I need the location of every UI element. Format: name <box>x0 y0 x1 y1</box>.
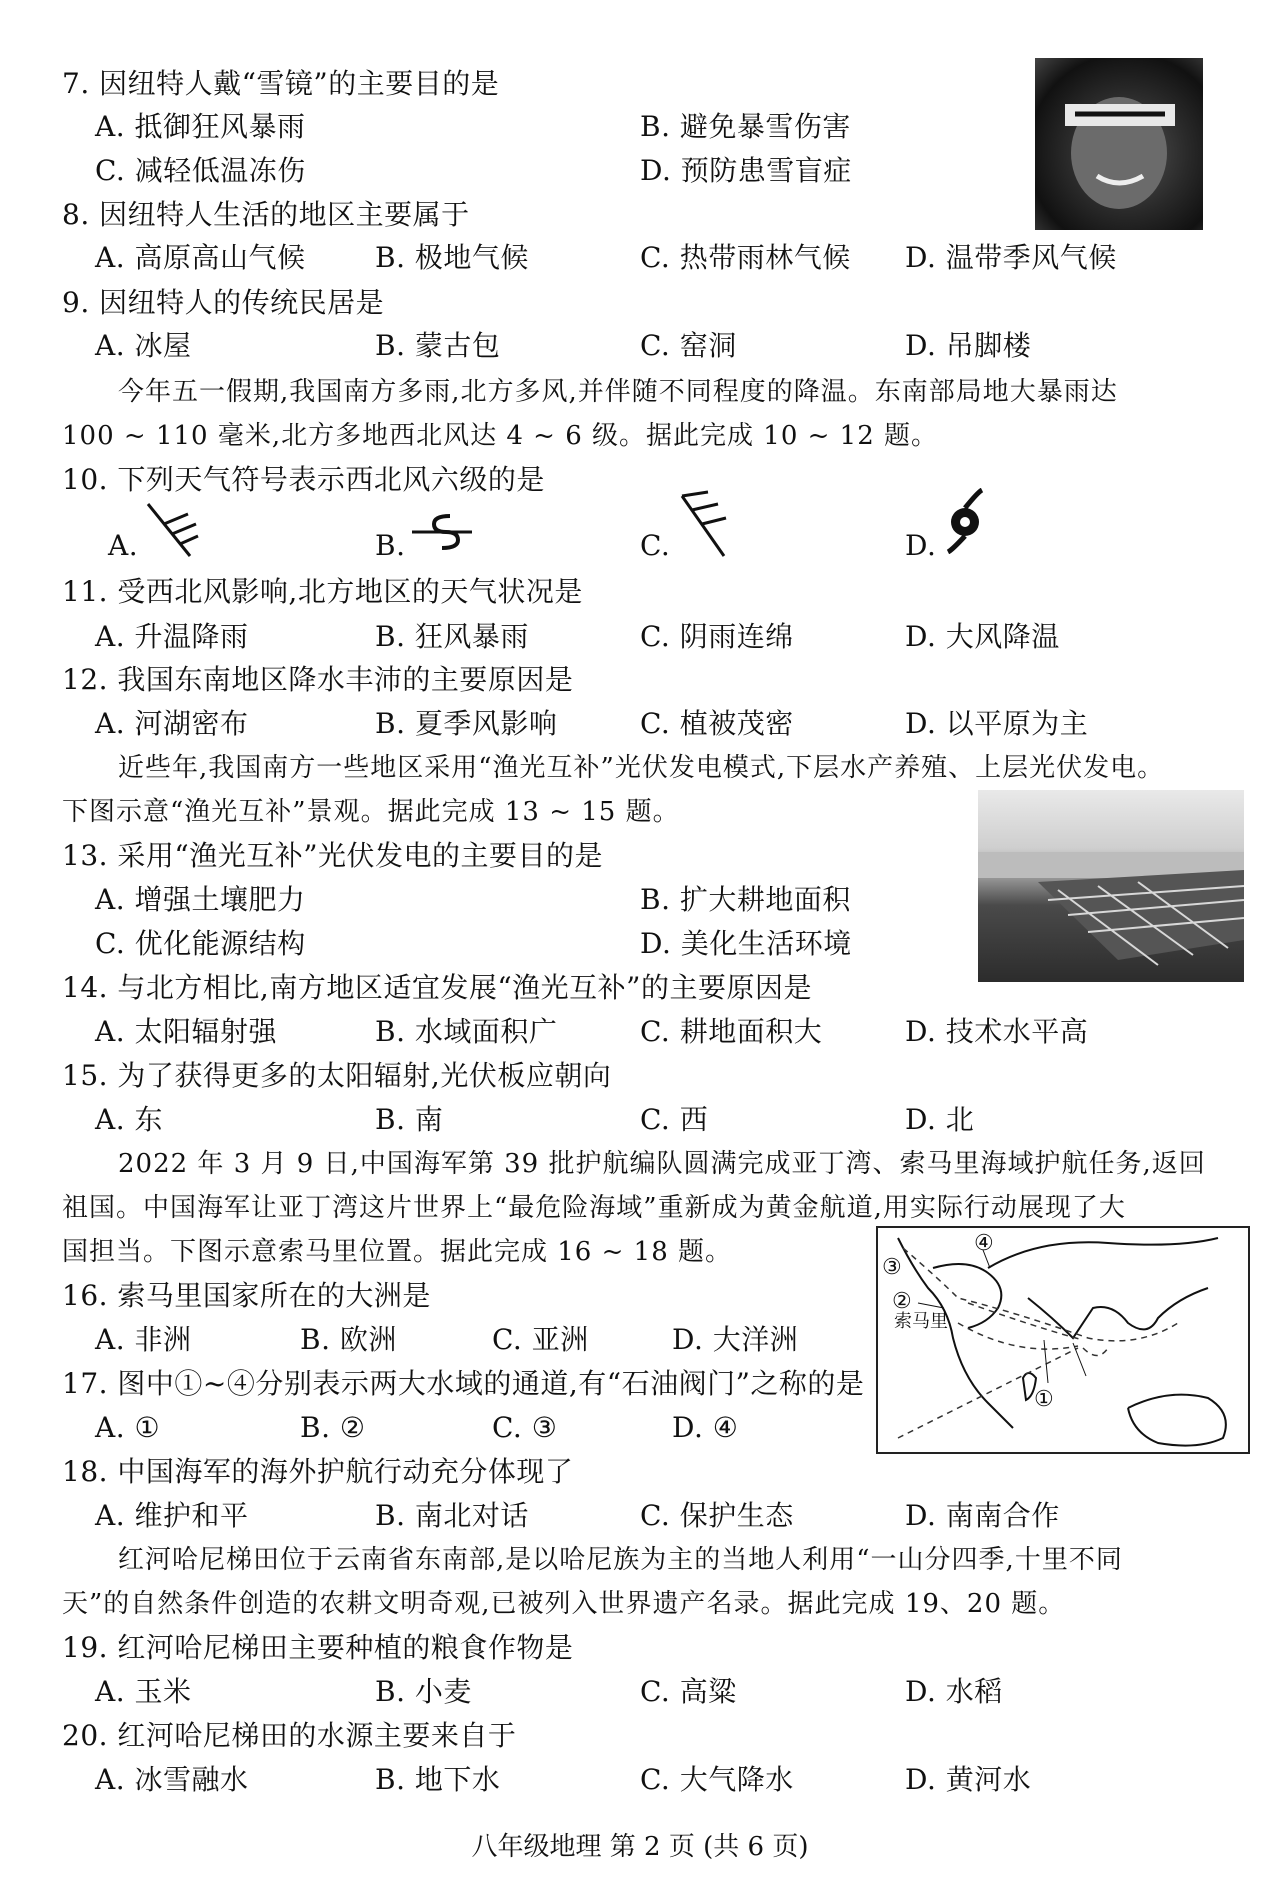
map-label-3: ③ <box>882 1255 902 1280</box>
q9-option-b: B. 蒙古包 <box>375 329 501 362</box>
q17-option-b: B. ② <box>300 1411 366 1444</box>
q7-stem: 7. 因纽特人戴“雪镜”的主要目的是 <box>62 67 500 100</box>
q20-option-b: B. 地下水 <box>375 1763 501 1796</box>
q13-stem: 13. 采用“渔光互补”光伏发电的主要目的是 <box>62 839 604 872</box>
passage-16-line3: 国担当。下图示意索马里位置。据此完成 16 ~ 18 题。 <box>62 1237 733 1267</box>
q18-option-d: D. 南南合作 <box>905 1499 1060 1532</box>
q20-option-d: D. 黄河水 <box>905 1763 1032 1796</box>
wind-symbol-a-icon <box>140 498 200 564</box>
inuit-snow-goggles-photo <box>1035 58 1203 230</box>
q8-option-b: B. 极地气候 <box>375 241 529 274</box>
q17-option-a: A. ① <box>95 1411 161 1444</box>
q8-stem: 8. 因纽特人生活的地区主要属于 <box>62 198 470 231</box>
q14-option-c: C. 耕地面积大 <box>640 1015 823 1048</box>
q12-stem: 12. 我国东南地区降水丰沛的主要原因是 <box>62 663 574 696</box>
q18-stem: 18. 中国海军的海外护航行动充分体现了 <box>62 1455 574 1488</box>
passage-16-line2: 祖国。中国海军让亚丁湾这片世界上“最危险海域”重新成为黄金航道,用实际行动展现了大 <box>62 1193 1126 1223</box>
passage-10-line1: 今年五一假期,我国南方多雨,北方多风,并伴随不同程度的降温。东南部局地大暴雨达 <box>118 377 1118 407</box>
q16-option-d: D. 大洋洲 <box>672 1323 799 1356</box>
q19-option-b: B. 小麦 <box>375 1675 472 1708</box>
q18-option-a: A. 维护和平 <box>95 1499 249 1532</box>
q14-option-b: B. 水域面积广 <box>375 1015 558 1048</box>
q8-option-d: D. 温带季风气候 <box>905 241 1117 274</box>
q12-option-a: A. 河湖密布 <box>95 707 249 740</box>
q9-option-a: A. 冰屋 <box>95 329 192 362</box>
q7-option-d: D. 预防患雪盲症 <box>640 154 852 187</box>
q8-option-a: A. 高原高山气候 <box>95 241 306 274</box>
q11-option-b: B. 狂风暴雨 <box>375 620 529 653</box>
passage-13-line2: 下图示意“渔光互补”景观。据此完成 13 ~ 15 题。 <box>62 797 680 827</box>
q17-option-c: C. ③ <box>492 1411 558 1444</box>
q19-option-a: A. 玉米 <box>95 1675 192 1708</box>
q10-option-c: C. <box>640 529 671 562</box>
q7-option-a: A. 抵御狂风暴雨 <box>95 110 306 143</box>
q14-option-d: D. 技术水平高 <box>905 1015 1089 1048</box>
q7-option-c: C. 减轻低温冻伤 <box>95 154 306 187</box>
q17-option-d: D. ④ <box>672 1411 739 1444</box>
q16-option-b: B. 欧洲 <box>300 1323 397 1356</box>
q11-option-d: D. 大风降温 <box>905 620 1060 653</box>
page-footer: 八年级地理 第 2 页 (共 6 页) <box>471 1832 809 1862</box>
somalia-location-map <box>876 1226 1250 1454</box>
q15-option-b: B. 南 <box>375 1103 444 1136</box>
passage-19-line1: 红河哈尼梯田位于云南省东南部,是以哈尼族为主的当地人利用“一山分四季,十里不同 <box>118 1545 1123 1575</box>
typhoon-symbol-d-icon <box>938 488 992 554</box>
map-label-2: ② <box>892 1289 912 1314</box>
q16-option-c: C. 亚洲 <box>492 1323 589 1356</box>
q9-stem: 9. 因纽特人的传统民居是 <box>62 286 385 319</box>
q13-option-d: D. 美化生活环境 <box>640 927 852 960</box>
passage-19-line2: 天”的自然条件创造的农耕文明奇观,已被列入世界遗产名录。据此完成 19、20 题。 <box>62 1589 1066 1619</box>
q8-option-c: C. 热带雨林气候 <box>640 241 851 274</box>
q15-option-d: D. 北 <box>905 1103 975 1136</box>
q19-option-c: C. 高粱 <box>640 1675 737 1708</box>
passage-10-line2: 100 ~ 110 毫米,北方多地西北风达 4 ~ 6 级。据此完成 10 ~ 12 题。 <box>62 421 939 451</box>
q10-stem: 10. 下列天气符号表示西北风六级的是 <box>62 463 545 496</box>
q20-option-a: A. 冰雪融水 <box>95 1763 249 1796</box>
q12-option-b: B. 夏季风影响 <box>375 707 558 740</box>
q14-option-a: A. 太阳辐射强 <box>95 1015 278 1048</box>
q10-option-d: D. <box>905 529 937 562</box>
q11-stem: 11. 受西北风影响,北方地区的天气状况是 <box>62 575 583 608</box>
q13-option-b: B. 扩大耕地面积 <box>640 883 851 916</box>
q15-option-a: A. 东 <box>95 1103 164 1136</box>
q9-option-d: D. 吊脚楼 <box>905 329 1032 362</box>
q16-option-a: A. 非洲 <box>95 1323 192 1356</box>
map-label-1: ① <box>1034 1387 1054 1412</box>
q15-stem: 15. 为了获得更多的太阳辐射,光伏板应朝向 <box>62 1059 612 1092</box>
q18-option-b: B. 南北对话 <box>375 1499 529 1532</box>
q10-option-b: B. <box>375 529 406 562</box>
passage-16-line1: 2022 年 3 月 9 日,中国海军第 39 批护航编队圆满完成亚丁湾、索马里海域护航任务,返回 <box>118 1149 1206 1179</box>
q19-stem: 19. 红河哈尼梯田主要种植的粮食作物是 <box>62 1631 574 1664</box>
q12-option-c: C. 植被茂密 <box>640 707 794 740</box>
q20-stem: 20. 红河哈尼梯田的水源主要来自于 <box>62 1719 517 1752</box>
q13-option-a: A. 增强土壤肥力 <box>95 883 306 916</box>
q11-option-a: A. 升温降雨 <box>95 620 249 653</box>
q10-option-a: A. <box>108 529 139 562</box>
q7-option-b: B. 避免暴雪伤害 <box>640 110 851 143</box>
wind-symbol-b-icon <box>410 508 476 558</box>
q16-stem: 16. 索马里国家所在的大洲是 <box>62 1279 431 1312</box>
q18-option-c: C. 保护生态 <box>640 1499 794 1532</box>
q15-option-c: C. 西 <box>640 1103 709 1136</box>
q11-option-c: C. 阴雨连绵 <box>640 620 794 653</box>
q20-option-c: C. 大气降水 <box>640 1763 794 1796</box>
q19-option-d: D. 水稻 <box>905 1675 1003 1708</box>
q9-option-c: C. 窑洞 <box>640 329 737 362</box>
q17-stem: 17. 图中①~④分别表示两大水域的通道,有“石油阀门”之称的是 <box>62 1367 865 1400</box>
map-label-somalia: 索马里 <box>894 1311 948 1332</box>
fishery-solar-photo <box>978 790 1244 982</box>
q13-option-c: C. 优化能源结构 <box>95 927 306 960</box>
wind-symbol-c-icon <box>668 490 730 562</box>
q12-option-d: D. 以平原为主 <box>905 707 1089 740</box>
q14-stem: 14. 与北方相比,南方地区适宜发展“渔光互补”的主要原因是 <box>62 971 812 1004</box>
map-label-4: ④ <box>974 1231 994 1256</box>
passage-13-line1: 近些年,我国南方一些地区采用“渔光互补”光伏发电模式,下层水产养殖、上层光伏发电。 <box>118 753 1165 783</box>
